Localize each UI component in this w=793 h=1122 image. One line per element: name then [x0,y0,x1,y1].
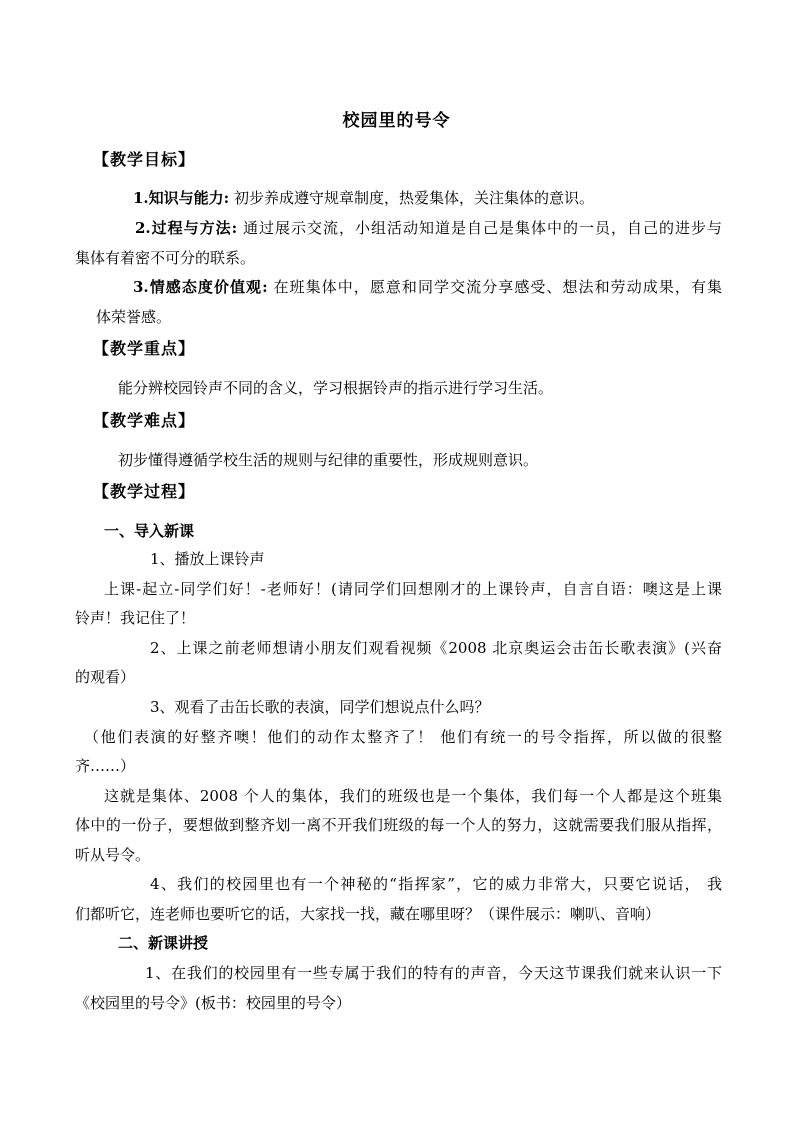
goal-1 [133,188,594,208]
process-p6-line-3: 听从号令。 [75,846,151,864]
goal-3-text-a: 在班集体中，愿意和同学交流分享感受、想法和劳动成果，有集 [267,278,722,296]
goal-1-label: 1.知识与能力: [133,189,230,207]
section-heading-process: 【教学过程】 [93,482,196,501]
subheading-new-lesson: 二、新课讲授 [118,934,209,952]
goal-2-text-a: 通过展示交流，小组活动知道是自己是集体中的一员，自己的进步与 [237,219,722,237]
process-p7-line-1: 4、我们的校园里也有一个神秘的“指挥家”，它的威力非常大，只要它说话， 我 [150,875,722,893]
process-p2-line-1: 上课-起立-同学们好！-老师好！(请同学们回想刚才的上课铃声，自言自语：噢这是上课 [104,580,722,598]
goal-2-line-1 [135,218,722,238]
process-p3-line-1: 2、上课之前老师想请小朋友们观看视频《2008 北京奥运会击缶长歌表演》(兴奋 [150,639,722,657]
process-p2-line-2: 铃声！我记住了！ [75,609,196,627]
process-p7-line-2: 们都听它，连老师也要听它的话，大家找一找，藏在哪里呀？（课件展示：喇叭、音响） [75,905,661,923]
process-p8-line-2: 《校园里的号令》(板书：校园里的号令） [75,994,351,1012]
process-p6-line-1: 这就是集体、2008 个人的集体，我们的班级也是一个集体，我们每一个人都是这个班集 [104,787,722,805]
key-point-text: 能分辨校园铃声不同的含义，学习根据铃声的指示进行学习生活。 [118,379,554,397]
goal-3-line-2: 体荣誉感。 [96,308,172,326]
difficulty-text: 初步懂得遵循学校生活的规则与纪律的重要性，形成规则意识。 [118,451,539,469]
process-p4: 3、观看了击缶长歌的表演，同学们想说点什么吗？ [150,698,490,716]
goal-1-text: 初步养成遵守规章制度，热爱集体，关注集体的意识。 [229,189,594,207]
goal-3-label: 3.情感态度价值观: [133,278,268,296]
process-p6-line-2: 体中的一份子，要想做到整齐划一离不开我们班级的每一个人的努力，这就需要我们服从指挥， [75,816,722,834]
document-title: 校园里的号令 [342,111,451,131]
goal-3-line-1 [133,277,722,297]
goal-2-label: 2.过程与方法: [135,219,238,237]
process-p5-line-2: 齐……） [75,757,136,775]
process-p3-line-2: 的观看） [75,668,136,686]
process-step-1: 1、播放上课铃声 [150,550,265,568]
section-heading-key: 【教学重点】 [93,339,196,358]
goal-2-line-2: 集体有着密不可分的联系。 [75,249,256,267]
section-heading-difficulty: 【教学难点】 [93,411,196,430]
process-p8-line-1: 1、在我们的校园里有一些专属于我们的特有的声音，今天这节课我们就来认识一下 [145,964,722,982]
section-heading-goals: 【教学目标】 [93,150,196,169]
subheading-intro: 一、导入新课 [104,522,195,540]
process-p5-line-1: （他们表演的好整齐噢！他们的动作太整齐了！ 他们有统一的号令指挥，所以做的很整 [84,728,722,746]
